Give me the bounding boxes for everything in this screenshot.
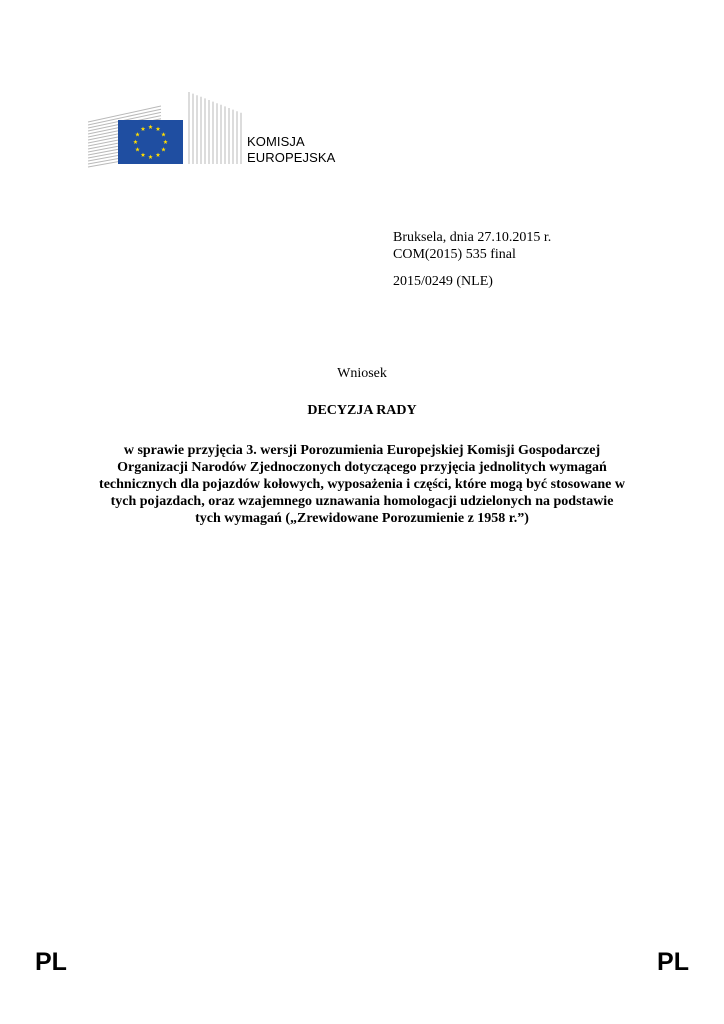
subject-line: technicznych dla pojazdów kołowych, wyposażenia i części, które mogą być stosowane w xyxy=(99,477,625,492)
document-type: Wniosek xyxy=(337,366,387,381)
document-subject xyxy=(90,442,634,527)
org-name-line2: EUROPEJSKA xyxy=(247,150,336,165)
document-metadata xyxy=(393,229,551,290)
com-reference: COM(2015) 535 final xyxy=(393,247,516,262)
european-commission-logo-icon xyxy=(86,88,246,168)
subject-line: tych wymagań („Zrewidowane Porozumienie z 1958 r.”) xyxy=(195,511,529,526)
language-code-right: PL xyxy=(657,948,689,976)
subject-line: tych pojazdach, oraz wzajemnego uznawania homologacji udzielonych na podstawie xyxy=(110,494,614,509)
building-line xyxy=(88,106,161,122)
place-date: Bruksela, dnia 27.10.2015 r. xyxy=(393,230,552,245)
subject-line: w sprawie przyjęcia 3. wersji Porozumienia Europejskiej Komisji Gospodarczej xyxy=(123,443,601,458)
org-name-line1: KOMISJA xyxy=(247,134,305,149)
procedure-number: 2015/0249 (NLE) xyxy=(393,274,493,289)
language-code-left: PL xyxy=(35,948,67,976)
organization-name xyxy=(247,134,335,166)
document-title: DECYZJA RADY xyxy=(307,403,417,418)
subject-line: Organizacji Narodów Zjednoczonych dotyczącego przyjęcia jednolitych wymagań xyxy=(117,460,607,475)
